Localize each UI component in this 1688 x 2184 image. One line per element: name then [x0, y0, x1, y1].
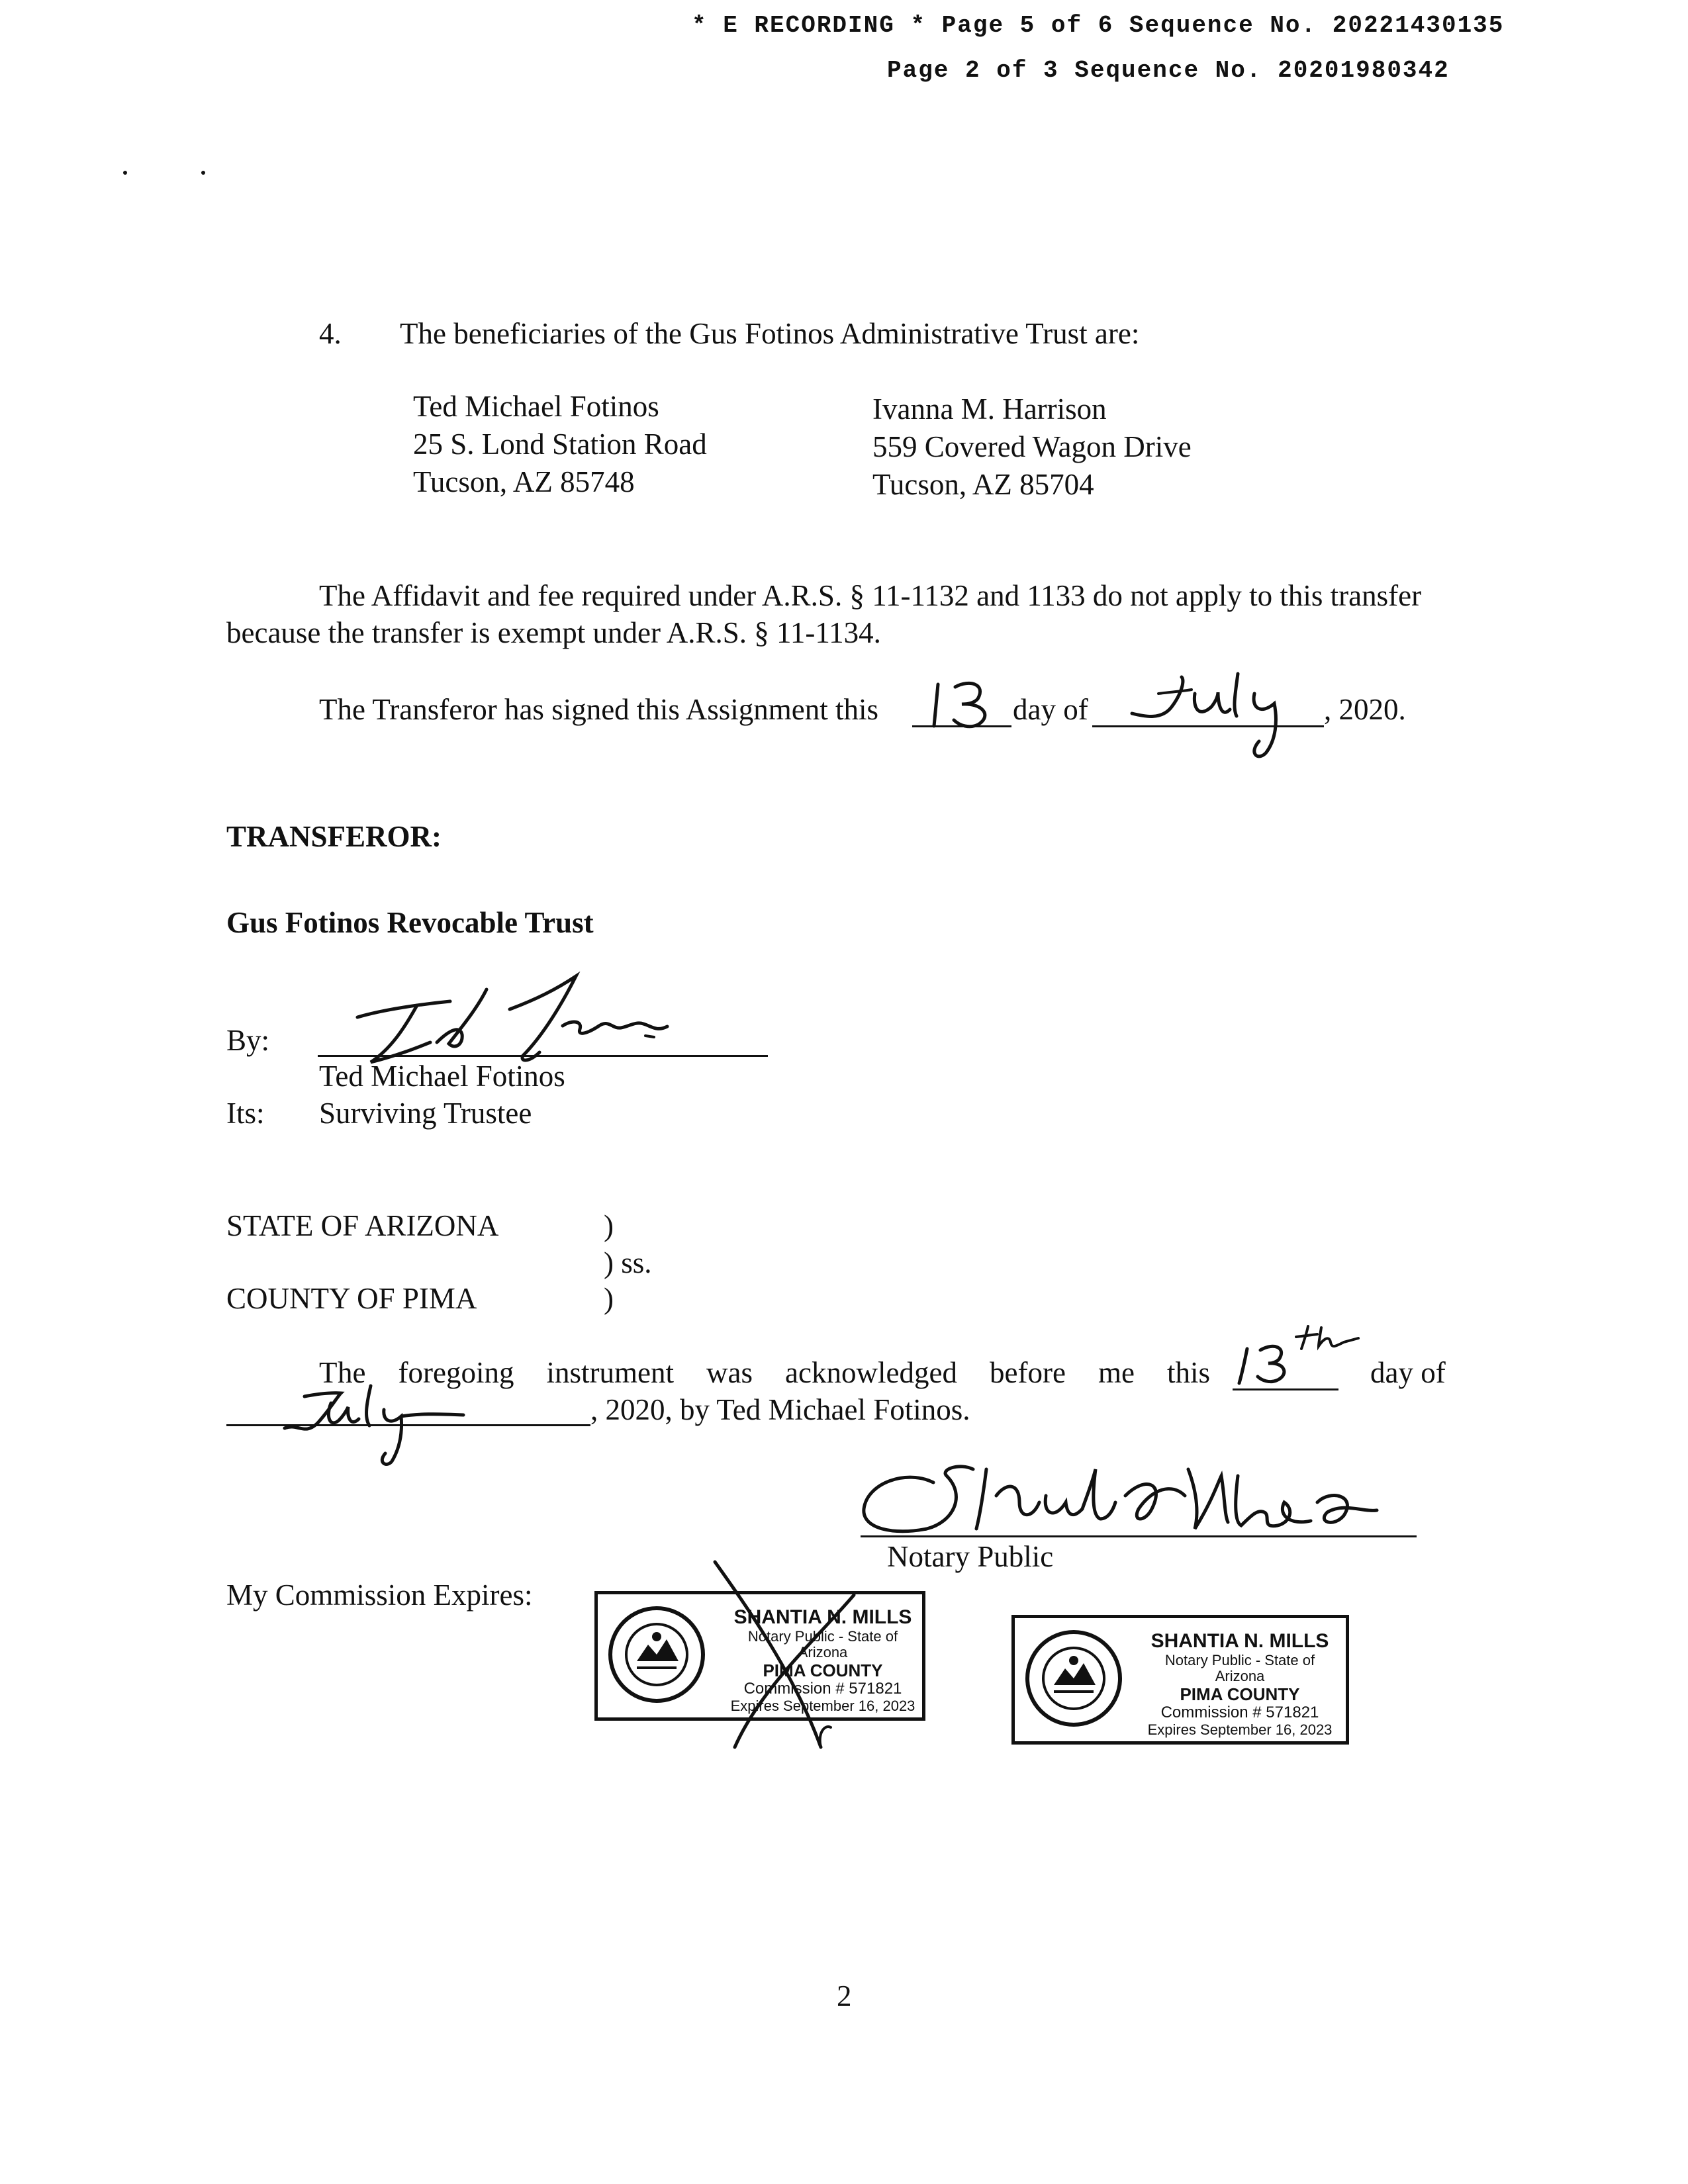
- ack-day-of: day of: [1370, 1356, 1446, 1389]
- handwritten-month-july: [1119, 667, 1311, 766]
- affidavit-line-2: because the transfer is exempt under A.R.S. § 11-1134.: [226, 616, 881, 649]
- stamp-commission: Commission # 571821: [1160, 1703, 1319, 1721]
- signer-name: Ted Michael Fotinos: [319, 1060, 565, 1093]
- sequence-header: Page 2 of 3 Sequence No. 20201980342: [887, 57, 1450, 84]
- beneficiary-right: [872, 390, 1192, 504]
- stamp-cross-out-mark: [682, 1555, 880, 1754]
- venue-state: STATE OF ARIZONA: [226, 1209, 499, 1242]
- beneficiary-name: Ted Michael Fotinos: [413, 390, 659, 423]
- stamp-title: Notary Public - State of Arizona: [747, 1627, 898, 1661]
- venue-county: COUNTY OF PIMA: [226, 1282, 477, 1315]
- stamp-county: PIMA COUNTY: [763, 1660, 883, 1680]
- arizona-seal-icon: [1024, 1629, 1123, 1728]
- item-text: The beneficiaries of the Gus Fotinos Administrative Trust are:: [400, 317, 1140, 350]
- stamp-name: SHANTIA N. MILLS: [1150, 1630, 1329, 1652]
- year-label: , 2020.: [1324, 693, 1406, 726]
- recording-header: * E RECORDING * Page 5 of 6 Sequence No. 20221430135: [692, 12, 1505, 39]
- page-number: 2: [837, 1979, 852, 2013]
- trust-name: Gus Fotinos Revocable Trust: [226, 906, 594, 939]
- ack-line-1: he foregoing instrument was acknowledged before me this: [338, 1356, 1210, 1389]
- affidavit-line-1: The Affidavit and fee required under A.R.S. § 11-1132 and 1133 do not apply to this transfer: [319, 579, 1422, 612]
- stamp-name: SHANTIA N. MILLS: [733, 1606, 912, 1628]
- stamp-county: PIMA COUNTY: [1180, 1684, 1300, 1704]
- day-of-label: day of: [1013, 693, 1088, 726]
- ack-initial: T: [319, 1356, 338, 1389]
- venue-paren: ): [604, 1209, 614, 1242]
- its-label: Its:: [226, 1097, 265, 1130]
- notary-public-label: Notary Public: [887, 1540, 1054, 1573]
- scan-mark: [123, 171, 127, 175]
- handwritten-day-13th: [1233, 1322, 1365, 1388]
- stamp-commission: Commission # 571821: [743, 1679, 902, 1698]
- venue-paren: ): [604, 1282, 614, 1315]
- stamp-expires: Expires September 16, 2023: [730, 1697, 915, 1714]
- commission-expires-label: My Commission Expires:: [226, 1578, 533, 1612]
- notary-stamp: [1011, 1615, 1349, 1745]
- stamp-title: Notary Public - State of Arizona: [1164, 1651, 1315, 1685]
- item-number: 4.: [319, 317, 342, 350]
- signer-title: Surviving Trustee: [319, 1097, 532, 1130]
- transferor-heading: TRANSFEROR:: [226, 820, 442, 853]
- handwritten-day-13: [923, 676, 1003, 733]
- ack-line-2: , 2020, by Ted Michael Fotinos.: [590, 1393, 970, 1426]
- beneficiary-street: 559 Covered Wagon Drive: [872, 430, 1192, 463]
- notary-signature: [854, 1456, 1383, 1549]
- beneficiary-name: Ivanna M. Harrison: [872, 392, 1107, 426]
- by-label: By:: [226, 1024, 270, 1057]
- stamp-expires: Expires September 16, 2023: [1147, 1721, 1333, 1738]
- beneficiary-city: Tucson, AZ 85704: [872, 468, 1094, 501]
- signed-line-prefix: The Transferor has signed this Assignment this: [319, 693, 878, 726]
- stamp-text: [1141, 1630, 1339, 1738]
- beneficiary-street: 25 S. Lond Station Road: [413, 428, 707, 461]
- beneficiary-left: [413, 388, 707, 501]
- handwritten-ack-month-july: [278, 1377, 477, 1469]
- beneficiary-city: Tucson, AZ 85748: [413, 465, 635, 498]
- ack-day-blank: [1233, 1388, 1338, 1390]
- venue-ss: ) ss.: [604, 1246, 652, 1279]
- scan-mark: [201, 171, 205, 175]
